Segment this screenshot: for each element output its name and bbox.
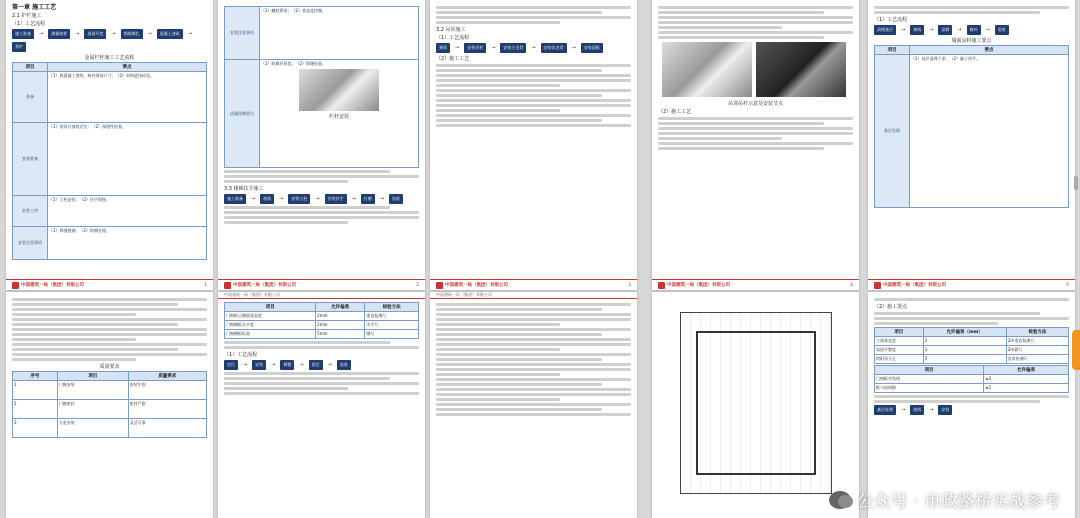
arrow-icon: → (315, 196, 320, 202)
tolerance-table: 项目 允许偏差 检验方法 门窗框正侧面垂直度 2mm 垂直检测尺 门窗横框水平度 2mm 水平尺 门窗横框标高 5mm 钢尺 (224, 302, 419, 339)
gap-table: 项目 允许偏差 门窗框对角线 ≤3 框与扇间隙 ≤2 (874, 365, 1069, 393)
cad-drawing (680, 312, 832, 494)
document-page-9[interactable] (652, 292, 859, 518)
table-row: 安装准备 （1）按设计放线定位；（2）预埋件检查。 (13, 123, 207, 196)
arrow-icon: → (271, 362, 276, 368)
sub-heading: （2）施工工艺 (658, 109, 692, 115)
flow-step: 涂刷 (938, 25, 952, 35)
document-page-2[interactable] (218, 0, 425, 290)
watermark-text: 公众号 · 市政路桥实战参考 (856, 492, 1060, 512)
process-heading: （1）工艺流程 (12, 21, 46, 27)
photo-caption: 栏杆安装 (328, 114, 349, 120)
flow-step: 打磨 (361, 194, 375, 204)
flow-step: 施工准备 (12, 29, 34, 39)
document-page-8[interactable] (430, 292, 637, 518)
arrow-icon: → (147, 31, 152, 37)
flow-step: 修补 (967, 25, 981, 35)
flow-step: 验收 (337, 360, 351, 370)
flow-step: 调整 (280, 360, 294, 370)
table-row: 1 门窗安装 安装牢固 (13, 381, 207, 400)
process-flowchart (12, 29, 207, 52)
arrow-icon: → (251, 196, 256, 202)
arrow-icon: → (75, 31, 80, 37)
flow-step: 测量放样 (48, 29, 70, 39)
table-row: 框与扇间隙 ≤2 (875, 384, 1069, 393)
flow-step: 验收 (389, 194, 403, 204)
arrow-icon: → (901, 407, 906, 413)
flow-step: 弹线 (436, 43, 450, 53)
flow-step: 安装面板 (581, 43, 603, 53)
arrow-icon: → (531, 45, 536, 51)
document-page-6[interactable] (6, 292, 213, 518)
flow-step: 固定 (309, 360, 323, 370)
process-flowchart (224, 360, 419, 370)
flow-step: 弹线 (910, 25, 924, 35)
flow-step: 混凝土浇筑 (157, 29, 183, 39)
flow-step: 施工准备 (224, 194, 246, 204)
arrow-icon: → (187, 31, 193, 37)
table-row: 安装注意事项 （1）焊缝饱满；（2）防腐处理。 (13, 227, 207, 260)
page-number: 2 (416, 282, 419, 288)
table-header: 要点 (909, 46, 1068, 55)
table-row: 门窗横框水平度 2mm 水平尺 (225, 321, 419, 330)
footer-company: 中国建筑一局（集团）有限公司 (445, 283, 508, 288)
company-logo-icon (436, 282, 443, 289)
flow-step: 安装 (938, 405, 952, 415)
flow-step: 安装主龙骨 (500, 43, 526, 53)
process-flowchart (224, 194, 419, 204)
document-page-10[interactable] (868, 292, 1075, 518)
company-logo-icon (12, 282, 19, 289)
table-row: 3 五金安装 灵活可靠 (13, 419, 207, 438)
page-header: 中国建筑一局（集团）有限公司 (430, 292, 637, 299)
page-number: 4 (850, 282, 853, 288)
table-row: 质量控制要点 （1）防腐层厚度；（2）焊缝检查。 栏杆安装 (225, 60, 419, 168)
installation-photo (299, 69, 379, 111)
table-caption: 墙面涂料施工要点 (951, 38, 992, 44)
flow-step: 安装 (252, 360, 266, 370)
section-heading: 2.1 护栏施工 (12, 13, 42, 19)
page-footer (218, 279, 425, 290)
key-points-table (874, 45, 1069, 208)
table-row: 2 门窗密封 密封严密 (13, 400, 207, 419)
process-flowchart (436, 43, 631, 53)
flow-step: 安装吊杆 (464, 43, 486, 53)
sub-heading: （2）施工工艺 (436, 56, 470, 62)
ceiling-photo-right (756, 42, 846, 97)
page-footer (6, 279, 213, 290)
document-page-3[interactable] (430, 0, 637, 290)
page-number: 3 (628, 282, 631, 288)
flow-step: 放线 (910, 405, 924, 415)
page-title: 第一章 施工工艺 (12, 4, 57, 11)
company-logo-icon (224, 282, 231, 289)
page-footer (868, 279, 1075, 290)
arrow-icon: → (455, 45, 460, 51)
table-row: 阴阳角方正 3 直角检测尺 (875, 355, 1069, 364)
footer-company: 中国建筑一局（集团）有限公司 (667, 283, 730, 288)
flow-step: 放线 (260, 194, 274, 204)
arrow-icon: → (111, 31, 116, 37)
watermark (829, 487, 1060, 512)
table-header: 项目 (13, 63, 48, 72)
arrow-icon: → (491, 45, 496, 51)
table-row: 门窗框对角线 ≤3 (875, 375, 1069, 384)
arrow-icon: → (929, 407, 934, 413)
table-row: 安装工序 （1）立柱安装；（2）扶手焊接。 (13, 196, 207, 227)
process-heading: （1）工艺流程 (874, 17, 908, 23)
arrow-icon: → (957, 27, 962, 33)
flow-step: 钢筋绑扎 (121, 29, 143, 39)
page-footer (652, 279, 859, 290)
process-flowchart (874, 405, 1069, 415)
arrow-icon: → (985, 27, 990, 33)
flow-step: 验收 (995, 25, 1009, 35)
arrow-icon: → (571, 45, 576, 51)
section-heading: （2）施工要点 (874, 304, 908, 310)
flow-step: 定位 (224, 360, 238, 370)
flow-caption: 金属栏杆施工工艺流程 (84, 55, 135, 61)
section-heading: 3.3 楼梯扶手施工 (224, 186, 264, 192)
process-flowchart (874, 25, 1069, 35)
page-header: 中国建筑一局（集团）有限公司 (218, 292, 425, 299)
flow-step: 养护 (12, 42, 26, 52)
document-page-5[interactable] (868, 0, 1075, 290)
company-logo-icon (874, 282, 881, 289)
side-tab[interactable] (1072, 330, 1080, 370)
footer-company: 中国建筑一局（集团）有限公司 (233, 283, 296, 288)
table-row: 基层处理 （1）基层清理干净；（2）腻子找平。 (875, 55, 1069, 208)
arrow-icon: → (351, 196, 356, 202)
flow-step: 安装立柱 (288, 194, 310, 204)
key-points-table (12, 62, 207, 260)
arrow-icon: → (279, 196, 284, 202)
flow-step: 清理基层 (874, 25, 896, 35)
company-logo-icon (658, 282, 665, 289)
table-row: 安装注意事项 （1）螺栓紧固；（2）垂直度控制。 (225, 7, 419, 60)
ceiling-photo-left (662, 42, 752, 97)
section-heading: 3.2 吊顶施工 (436, 27, 466, 33)
arrow-icon: → (39, 31, 44, 37)
quality-table: 序号 项目 质量要求 1 门窗安装 安装牢固 2 门窗密封 密封严密 3 五金安装 灵活可靠 (12, 371, 207, 438)
tolerance-table: 项目 允许偏差（mm） 检验方法 立面垂直度 3 2m垂直检测尺 表面平整度 3 2m靠尺 阴阳角方正 3 直角检测尺 (874, 327, 1069, 364)
table-header: 项目 (875, 46, 910, 55)
flow-step: 安装次龙骨 (541, 43, 567, 53)
wechat-logo-icon (829, 491, 851, 509)
process-heading: （1）工艺流程 (224, 352, 258, 358)
process-heading: （1）工艺流程 (436, 35, 470, 41)
photo-caption: 吊顶吊杆示意及安装节点 (727, 101, 783, 107)
arrow-icon: → (299, 362, 304, 368)
document-page-4[interactable] (652, 0, 859, 290)
page-footer (430, 279, 637, 290)
flow-step: 基层处理 (874, 405, 896, 415)
page-number: 5 (1066, 282, 1069, 288)
arrow-icon: → (379, 196, 385, 202)
document-page-1[interactable] (6, 0, 213, 290)
flow-step: 安装扶手 (325, 194, 347, 204)
page-number: 1 (204, 282, 207, 288)
scroll-handle[interactable] (1074, 176, 1078, 190)
arrow-icon: → (901, 27, 906, 33)
key-points-table (224, 6, 419, 168)
table-caption: 质量要求 (99, 364, 120, 370)
table-header: 要点 (47, 63, 206, 72)
table-row: 门窗框正侧面垂直度 2mm 垂直检测尺 (225, 312, 419, 321)
footer-company: 中国建筑一局（集团）有限公司 (21, 283, 84, 288)
footer-company: 中国建筑一局（集团）有限公司 (883, 283, 946, 288)
table-row: 立面垂直度 3 2m垂直检测尺 (875, 337, 1069, 346)
document-page-7[interactable] (218, 292, 425, 518)
arrow-icon: → (243, 362, 248, 368)
arrow-icon: → (929, 27, 934, 33)
table-row: 准备 （1）熟悉施工图纸，核对现场尺寸；（2）材料进场检验。 (13, 72, 207, 123)
table-row: 表面平整度 3 2m靠尺 (875, 346, 1069, 355)
arrow-icon: → (327, 362, 332, 368)
flow-step: 基础开挖 (84, 29, 106, 39)
table-row: 门窗横框标高 5mm 钢尺 (225, 330, 419, 339)
